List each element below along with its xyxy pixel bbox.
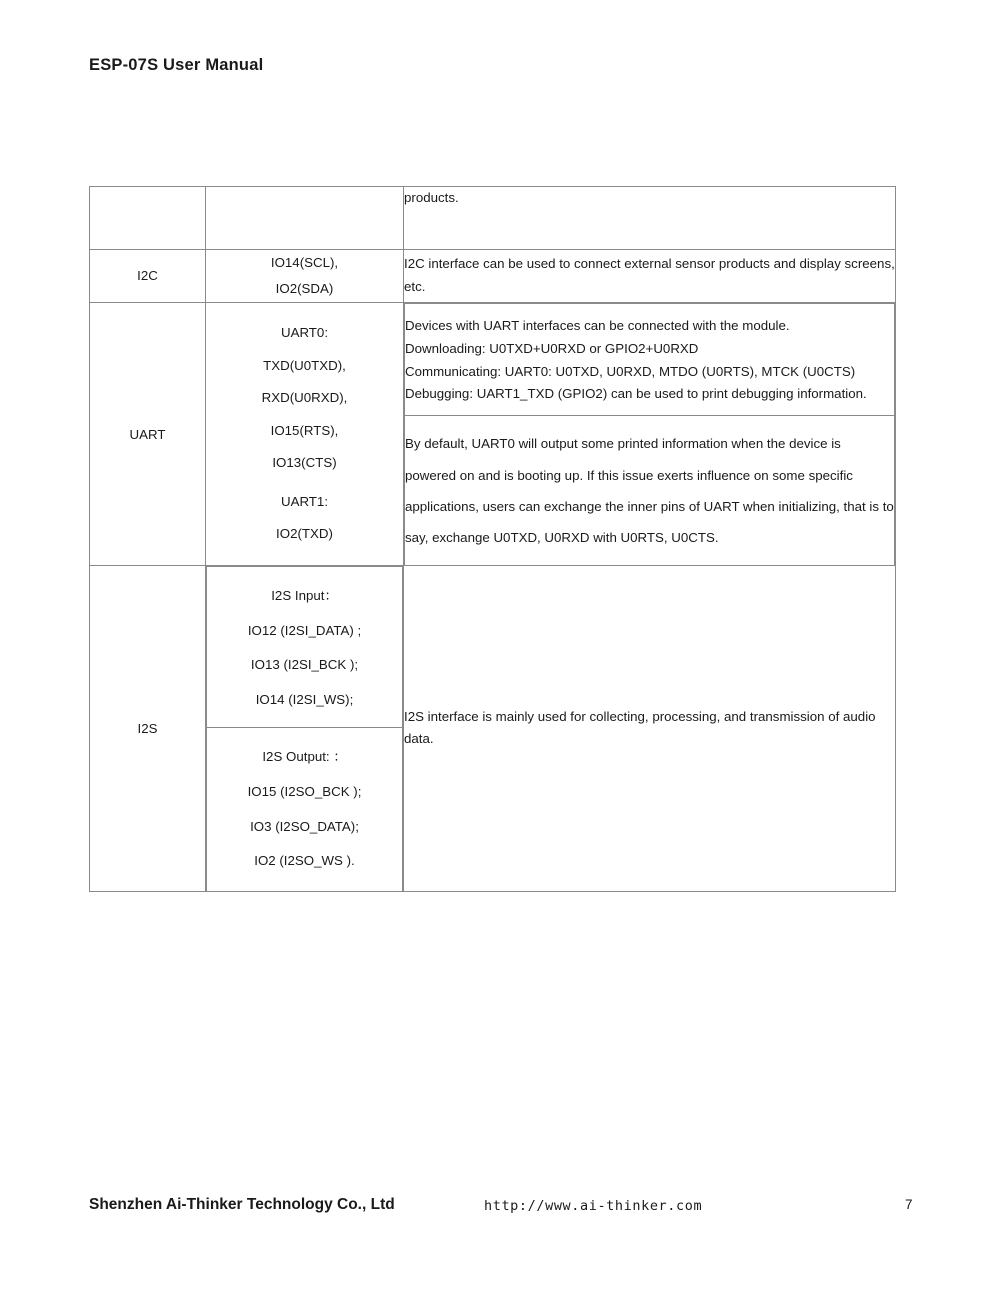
pin-line: IO15 (I2SO_BCK ); — [247, 784, 362, 800]
table-row — [90, 302, 896, 565]
footer-url: http://www.ai-thinker.com — [484, 1198, 703, 1214]
cell-interface-name: UART — [90, 302, 206, 565]
cell-description — [405, 303, 895, 415]
pin-line: I2S Output: ： — [262, 749, 347, 765]
desc-line: Debugging: UART1_TXD (GPIO2) can be used to print debugging information. — [405, 386, 867, 402]
cell-description-group — [404, 302, 896, 565]
pin-line: TXD(U0TXD), — [263, 357, 346, 373]
desc-line: Devices with UART interfaces can be connected with the module. — [405, 317, 790, 333]
i2s-input-row — [207, 567, 403, 728]
pin-line: IO15(RTS), — [270, 422, 339, 438]
footer-company-name: Shenzhen Ai-Thinker Technology Co., Ltd — [89, 1196, 395, 1213]
cell-description: products. — [404, 187, 896, 250]
cell-description: By default, UART0 will output some printed information when the device is powered on and is booting up. If this issue exerts influence on some specific applications, users can exchange the inner pins of UART when initializing, that is to say, exchange U0TXD, U0RXD with U0RTS, U0CTS. — [405, 416, 895, 565]
desc-line: Downloading: U0TXD+U0RXD or GPIO2+U0RXD — [405, 340, 699, 356]
cell-description: I2S interface is mainly used for collecting, processing, and transmission of audio data. — [404, 566, 896, 892]
table-row — [90, 187, 896, 250]
pin-line: IO2(SDA) — [275, 280, 334, 296]
pin-line: IO3 (I2SO_DATA); — [250, 818, 359, 834]
pin-line: IO13 (I2SI_BCK ); — [250, 657, 359, 673]
cell-description: I2C interface can be used to connect external sensor products and display screens, etc. — [404, 250, 896, 303]
pin-line: IO14 (I2SI_WS); — [255, 691, 354, 707]
pin-line: IO14(SCL), — [270, 255, 339, 270]
cell-pins-group — [206, 566, 404, 892]
footer-page-number: 7 — [905, 1197, 913, 1212]
cell-pins — [206, 187, 404, 250]
spec-table-container — [89, 186, 895, 892]
page-header-title: ESP-07S User Manual — [89, 56, 264, 74]
pin-line: UART0: — [280, 325, 329, 341]
cell-interface-name — [90, 187, 206, 250]
i2s-pins-split — [206, 566, 403, 891]
pin-line: IO2 (I2SO_WS ). — [254, 853, 355, 869]
desc-line: Communicating: UART0: U0TXD, U0RXD, MTDO (U0RTS), MTCK (U0CTS) — [405, 363, 856, 379]
table-row — [90, 250, 896, 303]
pin-line: I2S Input： — [271, 588, 338, 604]
interface-spec-table — [89, 186, 896, 892]
pin-line: UART1: — [280, 493, 329, 509]
i2s-output-row — [207, 728, 403, 891]
uart-description-split — [404, 303, 895, 565]
cell-pins — [206, 250, 404, 303]
cell-pins — [206, 302, 404, 565]
pin-line: IO13(CTS) — [272, 455, 337, 471]
uart-desc-top-row — [405, 303, 895, 415]
pin-line: IO12 (I2SI_DATA) ; — [247, 622, 362, 638]
cell-interface-name: I2S — [90, 566, 206, 892]
uart-desc-bottom-row — [405, 416, 895, 565]
pin-line: RXD(U0RXD), — [261, 390, 348, 406]
cell-pins-input — [207, 567, 403, 728]
page-footer — [0, 1196, 1000, 1226]
table-row — [90, 566, 896, 892]
cell-interface-name: I2C — [90, 250, 206, 303]
cell-pins-output — [207, 728, 403, 891]
pin-line: IO2(TXD) — [276, 526, 333, 542]
